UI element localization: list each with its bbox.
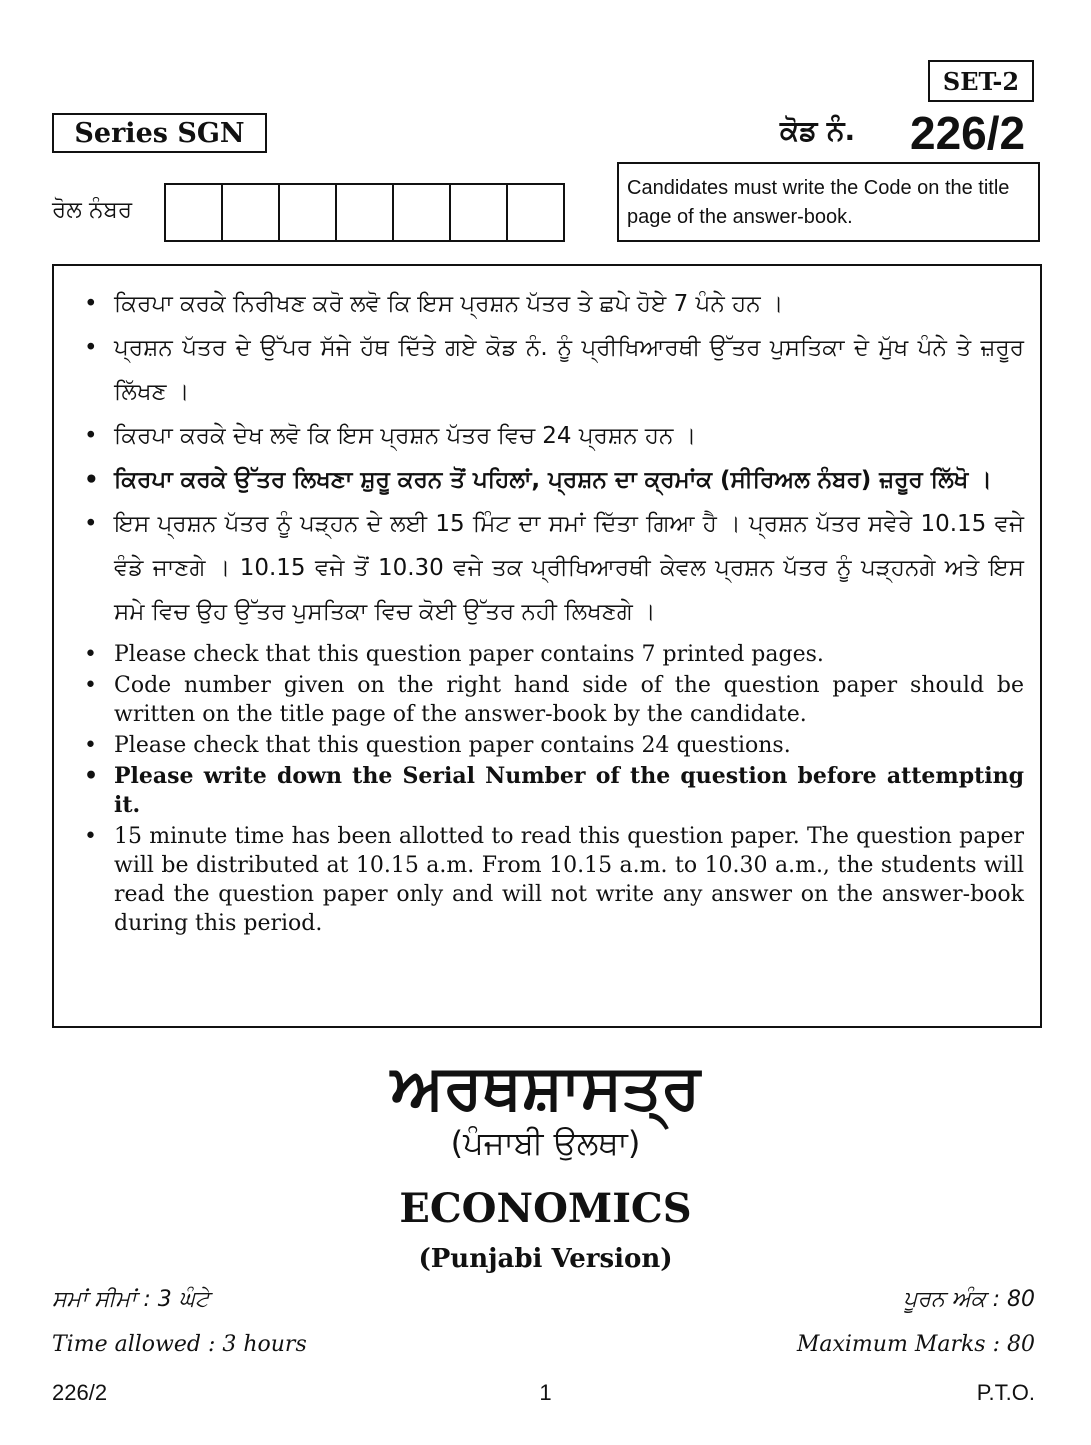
roll-box — [394, 185, 451, 240]
instruction-item: • ਪ੍ਰਸ਼ਨ ਪੱਤਰ ਦੇ ਉੱਪਰ ਸੱਜੇ ਹੱਥ ਦਿੱਤੇ ਗਏ ਕੋਡ ਨੰ. ਨੂੰ ਪ੍ਰੀਖਿਆਰਥੀ ਉੱਤਰ ਪੁਸਤਿਕਾ ਦੇ ਮੁੱਖ ਪੰਨੇ ਤੇ ਜ਼ਰੂਰ ਲਿੱਖਣ । — [70, 326, 1024, 414]
max-marks-punjabi: ਪੂਰਨ ਅੰਕ : 80 — [903, 1287, 1035, 1312]
roll-number-label: ਰੋਲ ਨੰਬਰ — [52, 197, 133, 223]
roll-box — [337, 185, 394, 240]
subject-subtitle-english: (Punjabi Version) — [418, 1244, 673, 1274]
candidate-note: Candidates must write the Code on the title page of the answer-book. — [617, 162, 1040, 242]
time-allowed-punjabi: ਸਮਾਂ ਸੀਮਾਂ : 3 ਘੰਟੇ — [52, 1287, 210, 1312]
set-label: SET-2 — [928, 60, 1034, 102]
instruction-item: • Please write down the Serial Number of the question before attempting it. — [70, 762, 1024, 820]
instruction-item: • Code number given on the right hand side of the question paper should be written on the title page of the answer-book by the candidate. — [70, 671, 1024, 729]
roll-box — [166, 185, 223, 240]
instruction-item: • Please check that this question paper contains 7 printed pages. — [70, 640, 1024, 669]
instruction-item: • 15 minute time has been allotted to read this question paper. The question paper will be distributed at 10.15 a.m. From 10.15 a.m. to 10.30 a.m., the students will read the question paper only and will not write any answer on the answer-book during this period. — [70, 822, 1024, 938]
pto-label: P.T.O. — [976, 1380, 1035, 1405]
time-allowed-english: Time allowed : 3 hours — [52, 1332, 307, 1357]
instruction-item: • ਕਿਰਪਾ ਕਰਕੇ ਉੱਤਰ ਲਿਖਣਾ ਸ਼ੁਰੂ ਕਰਨ ਤੋਂ ਪਹਿਲਾਂ, ਪ੍ਰਸ਼ਨ ਦਾ ਕ੍ਰਮਾਂਕ (ਸੀਰਿਅਲ ਨੰਬਰ) ਜ਼ਰੂਰ ਲਿੱਖੋ । — [70, 458, 1024, 502]
roll-box — [280, 185, 337, 240]
instruction-item: • ਇਸ ਪ੍ਰਸ਼ਨ ਪੱਤਰ ਨੂੰ ਪੜ੍ਹਨ ਦੇ ਲਈ 15 ਮਿੰਟ ਦਾ ਸਮਾਂ ਦਿੱਤਾ ਗਿਆ ਹੈ । ਪ੍ਰਸ਼ਨ ਪੱਤਰ ਸਵੇਰੇ 10.15 ਵਜੇ ਵੰਡੇ ਜਾਣਗੇ । 10.15 ਵਜੇ ਤੋਂ 10.30 ਵਜੇ ਤਕ ਪ੍ਰੀਖਿਆਰਥੀ ਕੇਵਲ ਪ੍ਰਸ਼ਨ ਪੱਤਰ ਨੂੰ ਪੜ੍ਹਨਗੇ ਅਤੇ ਇਸ ਸਮੇ ਵਿਚ ਉਹ ਉੱਤਰ ਪੁਸਤਿਕਾ ਵਿਚ ਕੋਈ ਉੱਤਰ ਨਹੀ ਲਿਖਣਗੇ । — [70, 502, 1024, 634]
series-label: Series SGN — [52, 113, 267, 153]
footer-code: 226/2 — [52, 1380, 108, 1405]
instruction-item: • Please check that this question paper contains 24 questions. — [70, 731, 1024, 760]
roll-box — [223, 185, 280, 240]
subject-title-english: ECONOMICS — [399, 1185, 692, 1232]
instruction-item: • ਕਿਰਪਾ ਕਰਕੇ ਨਿਰੀਖਣ ਕਰੋ ਲਵੋ ਕਿ ਇਸ ਪ੍ਰਸ਼ਨ ਪੱਤਰ ਤੇ ਛਪੇ ਹੋਏ 7 ਪੰਨੇ ਹਨ । — [70, 282, 1024, 326]
instructions-box — [52, 264, 1042, 1028]
roll-number-boxes — [164, 183, 565, 242]
roll-box — [451, 185, 508, 240]
punjabi-instructions — [70, 282, 1024, 634]
subject-title-punjabi: ਅਰਥਸ਼ਾਸਤ੍ਰ — [390, 1050, 701, 1123]
code-number: 226/2 — [910, 107, 1026, 159]
max-marks-english: Maximum Marks : 80 — [796, 1332, 1035, 1357]
code-label: ਕੋਡ ਨੰ. — [780, 114, 856, 147]
english-instructions — [70, 640, 1024, 938]
instruction-item: • ਕਿਰਪਾ ਕਰਕੇ ਦੇਖ ਲਵੋ ਕਿ ਇਸ ਪ੍ਰਸ਼ਨ ਪੱਤਰ ਵਿਚ 24 ਪ੍ਰਸ਼ਨ ਹਨ । — [70, 414, 1024, 458]
subject-subtitle-punjabi: (ਪੰਜਾਬੀ ਉਲਥਾ) — [450, 1124, 641, 1162]
page-number: 1 — [539, 1380, 552, 1405]
roll-box — [508, 185, 563, 240]
